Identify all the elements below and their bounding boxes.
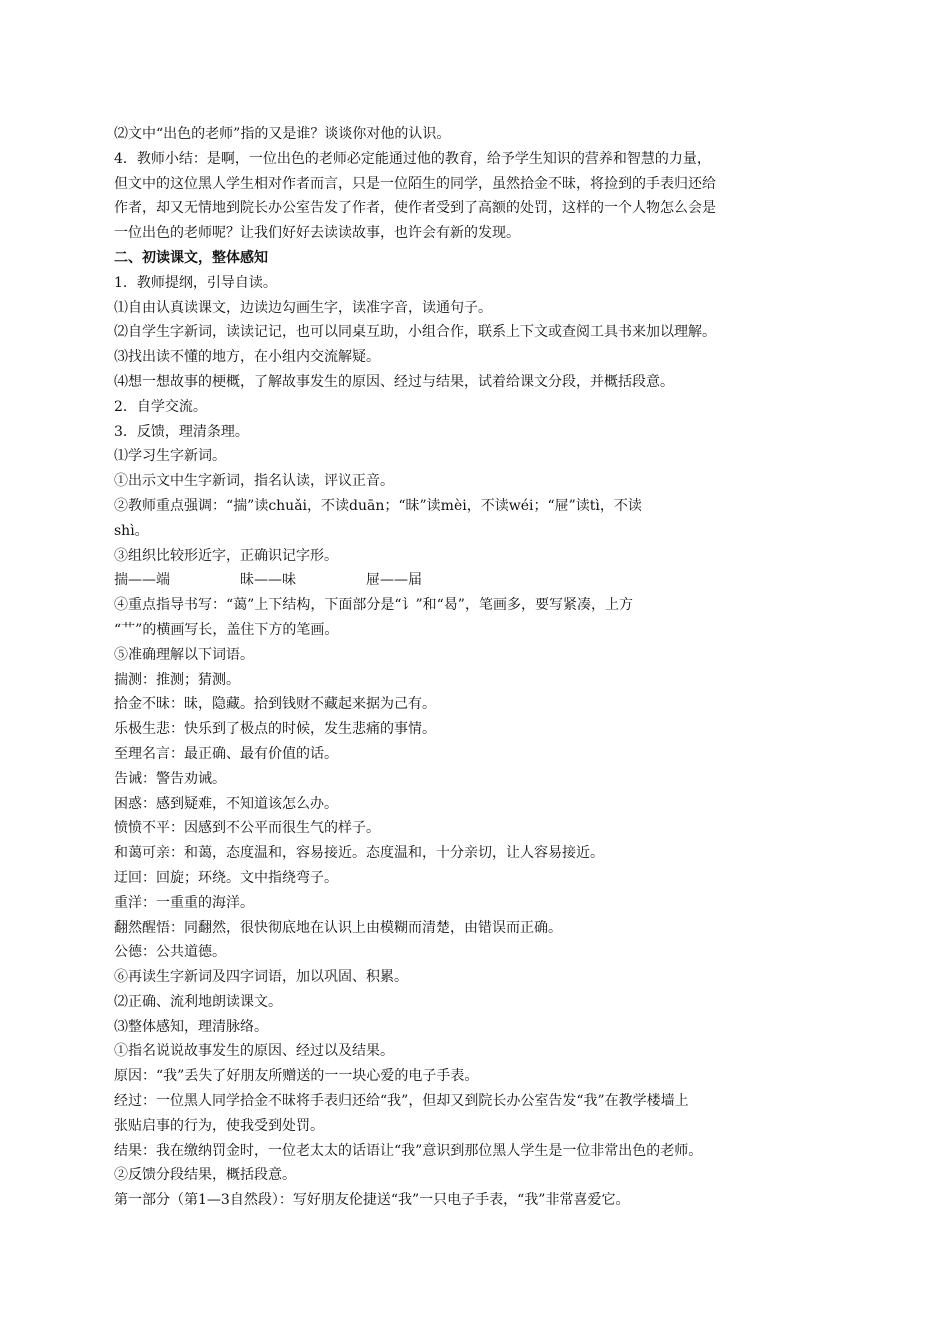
text-line: 作者，却又无情地到院长办公室告发了作者，使作者受到了高额的处罚，这样的一个人物怎么会是 bbox=[114, 200, 716, 217]
text-line: “艹”的横画写长，盖住下方的笔画。 bbox=[114, 621, 339, 638]
similar-character-pair: 昧——味 bbox=[240, 572, 296, 589]
text-line: 一位出色的老师呢？让我们好好去读读故事，也许会有新的发现。 bbox=[114, 225, 520, 242]
vocabulary-line: 至理名言：最正确、最有价值的话。 bbox=[114, 745, 338, 762]
text-line: ⑶整体感知，理清脉络。 bbox=[114, 1018, 268, 1035]
text-line: 但文中的这位黑人学生相对作者而言，只是一位陌生的同学，虽然拾金不昧，将捡到的手表归还给 bbox=[114, 175, 716, 192]
text-line: 3．反馈，理清条理。 bbox=[114, 423, 249, 440]
text-line: ⑤准确理解以下词语。 bbox=[114, 646, 254, 663]
text-line: ①出示文中生字新词，指名认读，评议正音。 bbox=[114, 473, 394, 490]
similar-character-pair: 屉——届 bbox=[366, 572, 422, 589]
text-line: ③组织比较形近字，正确识记字形。 bbox=[114, 547, 338, 564]
section-heading: 二、初读课文，整体感知 bbox=[114, 249, 268, 266]
similar-character-pair: 揣——端 bbox=[114, 572, 170, 589]
text-line: 原因：“我”丢失了好朋友所赠送的一一块心爱的电子手表。 bbox=[114, 1068, 479, 1085]
document-page bbox=[114, 122, 844, 1213]
text-line: ⑷想一想故事的梗概，了解故事发生的原因、经过与结果，试着给课文分段，并概括段意。 bbox=[114, 373, 674, 390]
text-line: ⑵自学生字新词，读读记记，也可以同桌互助，小组合作，联系上下文或查阅工具书来加以理解。 bbox=[114, 324, 716, 341]
vocabulary-line: 重洋：一重重的海洋。 bbox=[114, 894, 254, 911]
text-line: 4．教师小结：是啊，一位出色的老师必定能通过他的教育，给予学生知识的营养和智慧的力量， bbox=[114, 150, 711, 167]
vocabulary-line: 揣测：推测；猜测。 bbox=[114, 671, 240, 688]
text-line: 2．自学交流。 bbox=[114, 398, 207, 415]
similar-characters-row bbox=[114, 568, 844, 593]
vocabulary-line: 乐极生悲：快乐到了极点的时候，发生悲痛的事情。 bbox=[114, 721, 436, 738]
vocabulary-line: 迂回：回旋；环绕。文中指绕弯子。 bbox=[114, 869, 338, 886]
text-line: 经过：一位黑人同学拾金不昧将手表归还给“我”，但却又到院长办公室告发“我”在教学楼墙上 bbox=[114, 1093, 689, 1110]
vocabulary-line: 公德：公共道德。 bbox=[114, 944, 226, 961]
text-line: ⑵文中“出色的老师”指的又是谁？谈谈你对他的认识。 bbox=[114, 126, 451, 142]
vocabulary-line: 告诫：警告劝诫。 bbox=[114, 770, 226, 787]
text-line: ②教师重点强调：“揣”读chuǎi，不读duān；“昧”读mèi，不读wéi；“屉”读tì，不读 bbox=[114, 497, 642, 514]
text-line: 结果：我在缴纳罚金时，一位老太太的话语让“我”意识到那位黑人学生是一位非常出色的老师。 bbox=[114, 1142, 703, 1159]
text-line: ②反馈分段结果，概括段意。 bbox=[114, 1167, 296, 1184]
text-line: 张贴启事的行为，使我受到处罚。 bbox=[114, 1117, 324, 1134]
text-line: ⑴自由认真读课文，边读边勾画生字，读准字音，读通句子。 bbox=[114, 299, 492, 316]
vocabulary-line: 和蔼可亲：和蔼，态度温和，容易接近。态度温和，十分亲切，让人容易接近。 bbox=[114, 845, 604, 862]
text-line: ⑵正确、流利地朗读课文。 bbox=[114, 993, 282, 1010]
text-line: ①指名说说故事发生的原因、经过以及结果。 bbox=[114, 1043, 394, 1060]
text-line: 1．教师提纲，引导自读。 bbox=[114, 274, 277, 291]
vocabulary-line: 困惑：感到疑难，不知道该怎么办。 bbox=[114, 795, 338, 812]
vocabulary-line: 拾金不昧：昧，隐藏。拾到钱财不藏起来据为己有。 bbox=[114, 696, 436, 713]
text-line: shì。 bbox=[114, 522, 149, 539]
text-line: ⑶找出读不懂的地方，在小组内交流解疑。 bbox=[114, 349, 380, 366]
text-line: ⑴学习生字新词。 bbox=[114, 448, 226, 465]
text-line: ⑥再读生字新词及四字词语，加以巩固、积累。 bbox=[114, 969, 408, 986]
text-line: 第一部分（第1—3自然段）：写好朋友伦捷送“我”一只电子手表，“我”非常喜爱它。 bbox=[114, 1192, 630, 1209]
vocabulary-line: 翻然醒悟：同翻然，很快彻底地在认识上由模糊而清楚，由错误而正确。 bbox=[114, 919, 562, 936]
text-line: ④重点指导书写：“蔼”上下结构，下面部分是“讠”和“曷”，笔画多，要写紧凑，上方 bbox=[114, 597, 633, 614]
vocabulary-line: 愤愤不平：因感到不公平而很生气的样子。 bbox=[114, 820, 380, 837]
